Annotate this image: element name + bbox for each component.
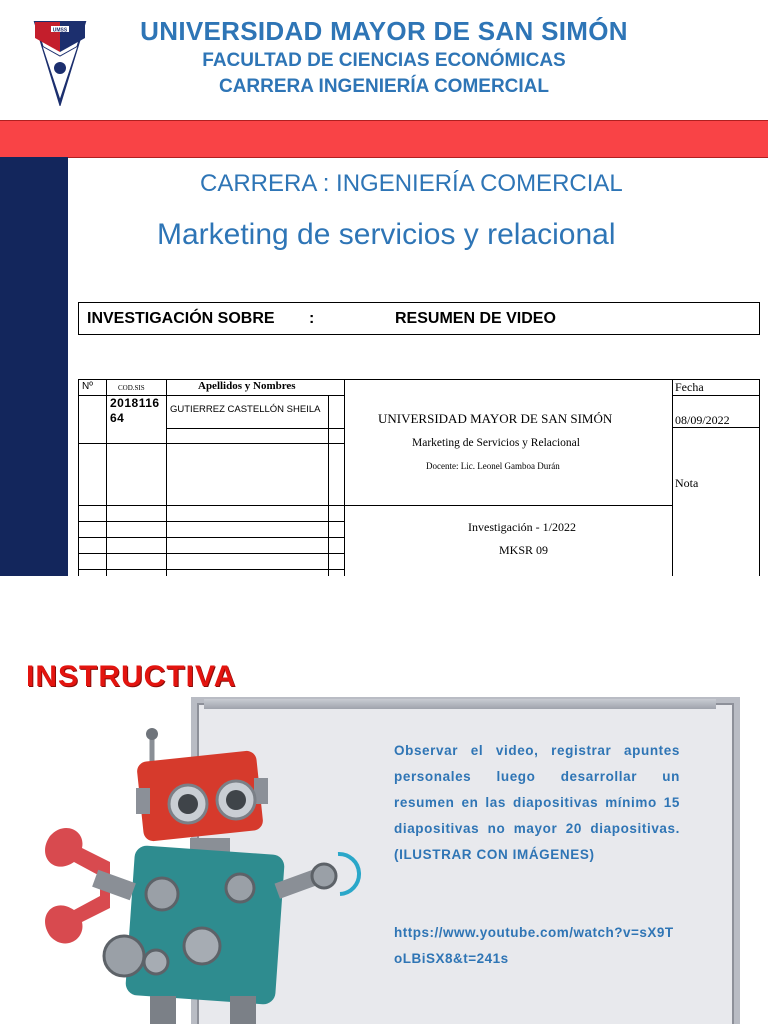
date-value: 08/09/2022 — [675, 413, 730, 427]
form-university: UNIVERSIDAD MAYOR DE SAN SIMÓN — [378, 411, 613, 426]
student-name: GUTIERREZ CASTELLÓN SHEILA — [170, 404, 321, 415]
form-course: Marketing de Servicios y Relacional — [412, 437, 580, 449]
side-bar — [0, 157, 68, 576]
red-band — [0, 120, 768, 158]
svg-text:UMSS: UMSS — [52, 27, 68, 34]
student-code-line1: 2018116 — [110, 396, 160, 410]
video-link[interactable]: https://www.youtube.com/watch?v=sX9ToLBiSX8&t=241s — [394, 925, 674, 966]
column-code-header: COD.SIS — [118, 384, 145, 392]
instructions-title: INSTRUCTIVA — [26, 660, 237, 693]
student-code-line2: 64 — [110, 411, 125, 425]
instructions-slide — [0, 576, 768, 1024]
robot-illustration — [40, 726, 370, 1024]
university-title: UNIVERSIDAD MAYOR DE SAN SIMÓN — [140, 16, 628, 46]
faculty-title: FACULTAD DE CIENCIAS ECONÓMICAS — [202, 50, 566, 71]
whiteboard-rail — [204, 699, 716, 709]
investigation-label: INVESTIGACIÓN SOBRE — [87, 310, 275, 327]
date-label: Fecha — [675, 380, 704, 394]
form-code: MKSR 09 — [499, 543, 549, 557]
form-teacher: Docente: Lic. Leonel Gamboa Durán — [426, 461, 560, 471]
column-number-header: Nº — [82, 381, 93, 392]
column-name-header: Apellidos y Nombres — [198, 380, 296, 392]
career-line: CARRERA : INGENIERÍA COMERCIAL — [200, 170, 623, 197]
form-investigation: Investigación - 1/2022 — [468, 520, 576, 534]
investigation-value: RESUMEN DE VIDEO — [395, 310, 556, 327]
investigation-separator: : — [309, 310, 315, 327]
grade-label: Nota — [675, 476, 699, 490]
career-title: CARRERA INGENIERÍA COMERCIAL — [218, 76, 550, 97]
course-title: Marketing de servicios y relacional — [157, 218, 616, 251]
cover-form — [78, 379, 760, 576]
investigation-box — [78, 302, 760, 335]
instructions-text: Observar el video, registrar apuntes personales luego desarrollar un resumen en las diapositivas mínimo 15 diapositivas no mayor 20 diapositivas. (ILUSTRAR CON IMÁGENES) — [394, 743, 680, 862]
